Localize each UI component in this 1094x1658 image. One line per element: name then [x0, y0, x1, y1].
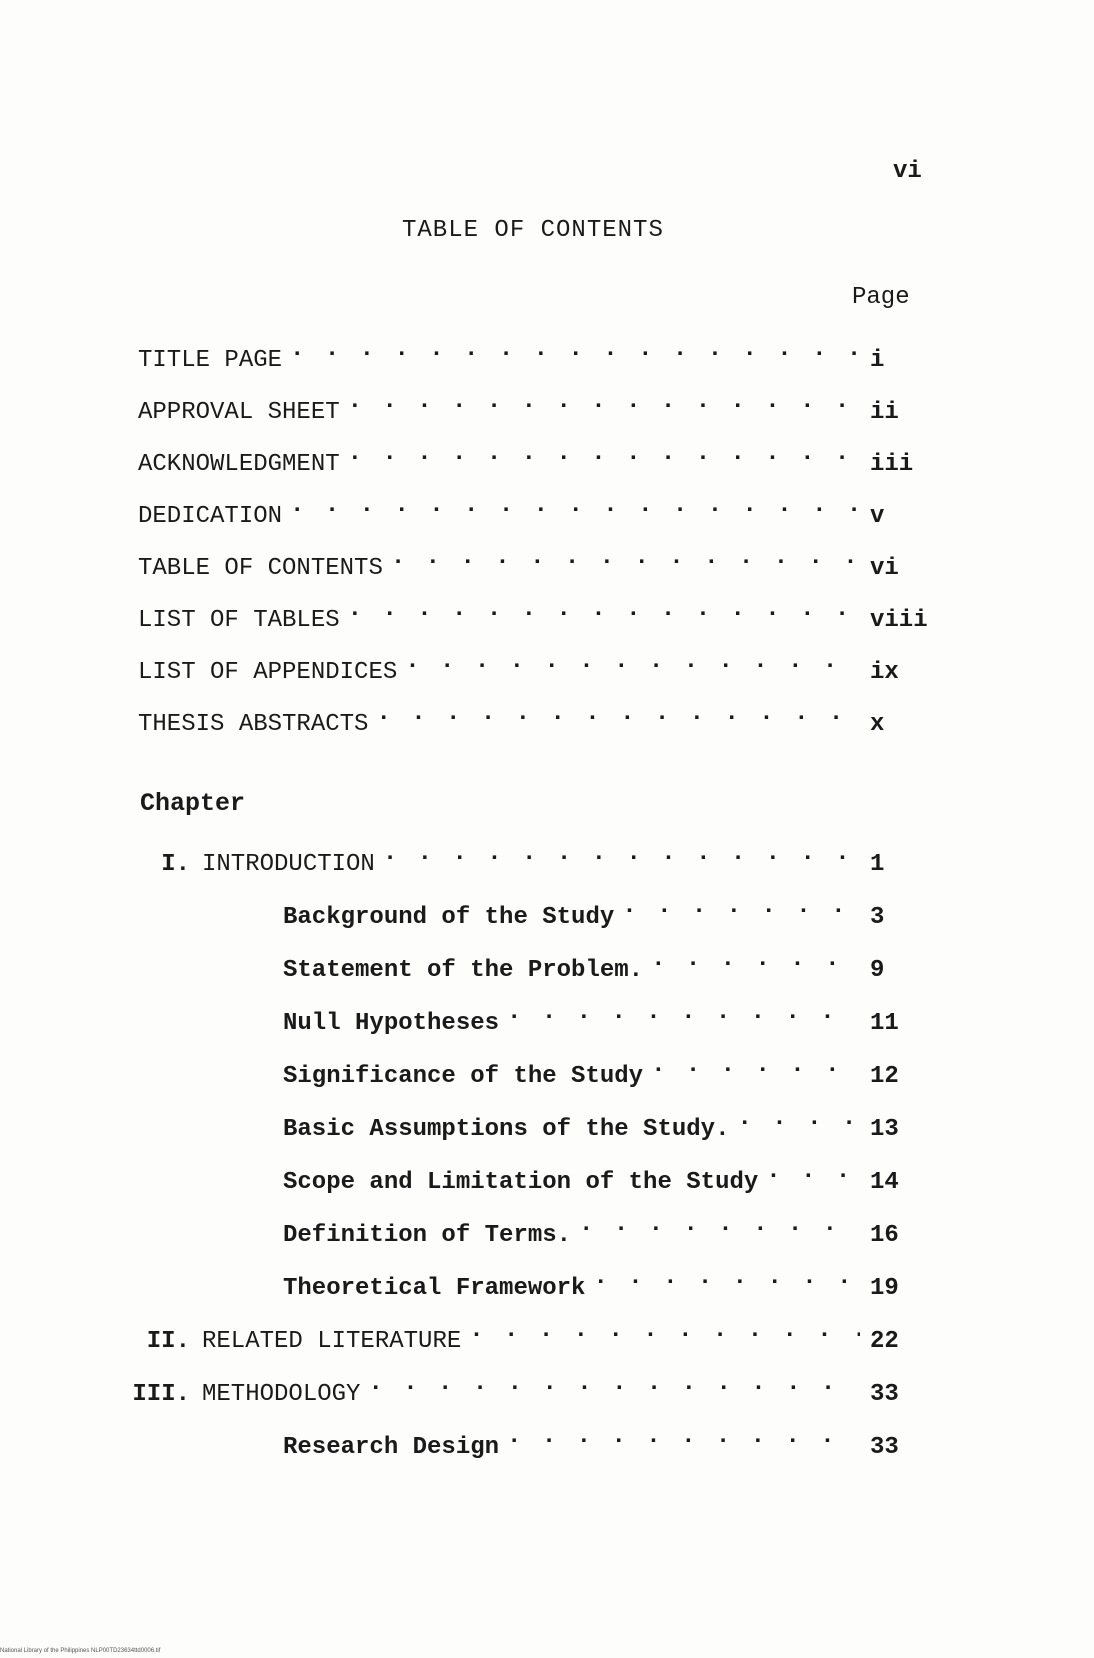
dot-leader	[469, 1315, 860, 1347]
toc-entry-label: INTRODUCTION	[202, 851, 375, 878]
dot-leader	[405, 646, 860, 678]
toc-entry-page: 33	[870, 1434, 899, 1461]
dot-leader	[622, 891, 860, 923]
toc-section-significance[interactable]	[283, 1050, 928, 1090]
toc-entry-page: 12	[870, 1063, 899, 1090]
dot-leader	[593, 1262, 860, 1294]
dot-leader	[348, 386, 860, 418]
toc-entry-dedication[interactable]	[138, 490, 928, 530]
chapter-numeral: II.	[146, 1328, 190, 1355]
dot-leader	[368, 1368, 860, 1400]
dot-leader	[579, 1209, 860, 1241]
toc-entry-label: APPROVAL SHEET	[138, 399, 340, 426]
toc-entry-approval-sheet[interactable]	[138, 386, 928, 426]
toc-section-statement-of-problem[interactable]	[283, 944, 928, 984]
dot-leader	[376, 698, 860, 730]
dot-leader	[507, 1421, 860, 1453]
toc-entry-label: METHODOLOGY	[202, 1381, 361, 1408]
dot-leader	[737, 1103, 860, 1135]
toc-entry-page: 1	[870, 851, 885, 878]
toc-entry-label: Null Hypotheses	[283, 1010, 500, 1037]
chapter-heading: Chapter	[140, 789, 246, 818]
toc-entry-label: LIST OF TABLES	[138, 607, 340, 634]
toc-section-null-hypotheses[interactable]	[283, 997, 928, 1037]
toc-entry-page: vi	[870, 555, 899, 582]
toc-entry-label: Significance of the Study	[283, 1063, 644, 1090]
toc-entry-label: Statement of the Problem.	[283, 957, 644, 984]
toc-section-theoretical-framework[interactable]	[283, 1262, 928, 1302]
toc-entry-label: LIST OF APPENDICES	[138, 659, 398, 686]
dot-leader	[651, 1050, 860, 1082]
dot-leader	[348, 594, 860, 626]
dot-leader	[507, 997, 860, 1029]
chapter-numeral: I.	[161, 851, 190, 878]
toc-entry-page: 13	[870, 1116, 899, 1143]
toc-entry-label: Definition of Terms.	[283, 1222, 572, 1249]
toc-entry-thesis-abstracts[interactable]	[138, 698, 928, 738]
toc-entry-page: 3	[870, 904, 885, 931]
toc-entry-page: viii	[870, 607, 928, 634]
toc-chapter-introduction[interactable]	[110, 838, 928, 878]
toc-entry-page: 9	[870, 957, 885, 984]
toc-entry-label: Theoretical Framework	[283, 1275, 586, 1302]
page-number: vi	[893, 158, 922, 185]
toc-entry-label: Scope and Limitation of the Study	[283, 1169, 759, 1196]
toc-entry-page: v	[870, 503, 885, 530]
toc-entry-acknowledgment[interactable]	[138, 438, 928, 478]
toc-entry-page: 22	[870, 1328, 899, 1355]
toc-entry-label: TITLE PAGE	[138, 347, 283, 374]
toc-entry-page: 33	[870, 1381, 899, 1408]
toc-entry-page: iii	[870, 451, 914, 478]
toc-entry-label: Research Design	[283, 1434, 500, 1461]
toc-section-research-design[interactable]	[283, 1421, 928, 1461]
toc-entry-list-of-appendices[interactable]	[138, 646, 928, 686]
toc-entry-list-of-tables[interactable]	[138, 594, 928, 634]
toc-entry-table-of-contents[interactable]	[138, 542, 928, 582]
toc-entry-page: x	[870, 711, 885, 738]
page-column-heading: Page	[852, 284, 910, 311]
toc-chapter-methodology[interactable]	[110, 1368, 928, 1408]
dot-leader	[391, 542, 860, 574]
toc-entry-label: TABLE OF CONTENTS	[138, 555, 383, 582]
dot-leader	[348, 438, 860, 470]
toc-entry-page: ii	[870, 399, 899, 426]
toc-entry-page: ix	[870, 659, 899, 686]
toc-entry-label: Background of the Study	[283, 904, 615, 931]
toc-chapter-related-literature[interactable]	[110, 1315, 928, 1355]
dot-leader	[766, 1156, 860, 1188]
dot-leader	[290, 490, 860, 522]
toc-entry-label: THESIS ABSTRACTS	[138, 711, 369, 738]
dot-leader	[651, 944, 860, 976]
toc-entry-page: i	[870, 347, 885, 374]
toc-entry-page: 16	[870, 1222, 899, 1249]
toc-section-scope-and-limitation[interactable]	[283, 1156, 928, 1196]
dot-leader	[383, 838, 860, 870]
dot-leader	[290, 334, 860, 366]
scan-footer: National Library of the Philippines NLP00TD23634ttd0006.tif	[0, 1648, 161, 1654]
toc-section-background[interactable]	[283, 891, 928, 931]
toc-section-basic-assumptions[interactable]	[283, 1103, 928, 1143]
toc-entry-page: 19	[870, 1275, 899, 1302]
toc-entry-title-page[interactable]	[138, 334, 928, 374]
toc-entry-label: DEDICATION	[138, 503, 283, 530]
toc-entry-page: 14	[870, 1169, 899, 1196]
toc-entry-label: ACKNOWLEDGMENT	[138, 451, 340, 478]
toc-entry-page: 11	[870, 1010, 899, 1037]
toc-entry-label: RELATED LITERATURE	[202, 1328, 462, 1355]
toc-entry-label: Basic Assumptions of the Study.	[283, 1116, 730, 1143]
chapter-numeral: III.	[132, 1381, 190, 1408]
page-title: TABLE OF CONTENTS	[402, 217, 664, 244]
toc-section-definition-of-terms[interactable]	[283, 1209, 928, 1249]
